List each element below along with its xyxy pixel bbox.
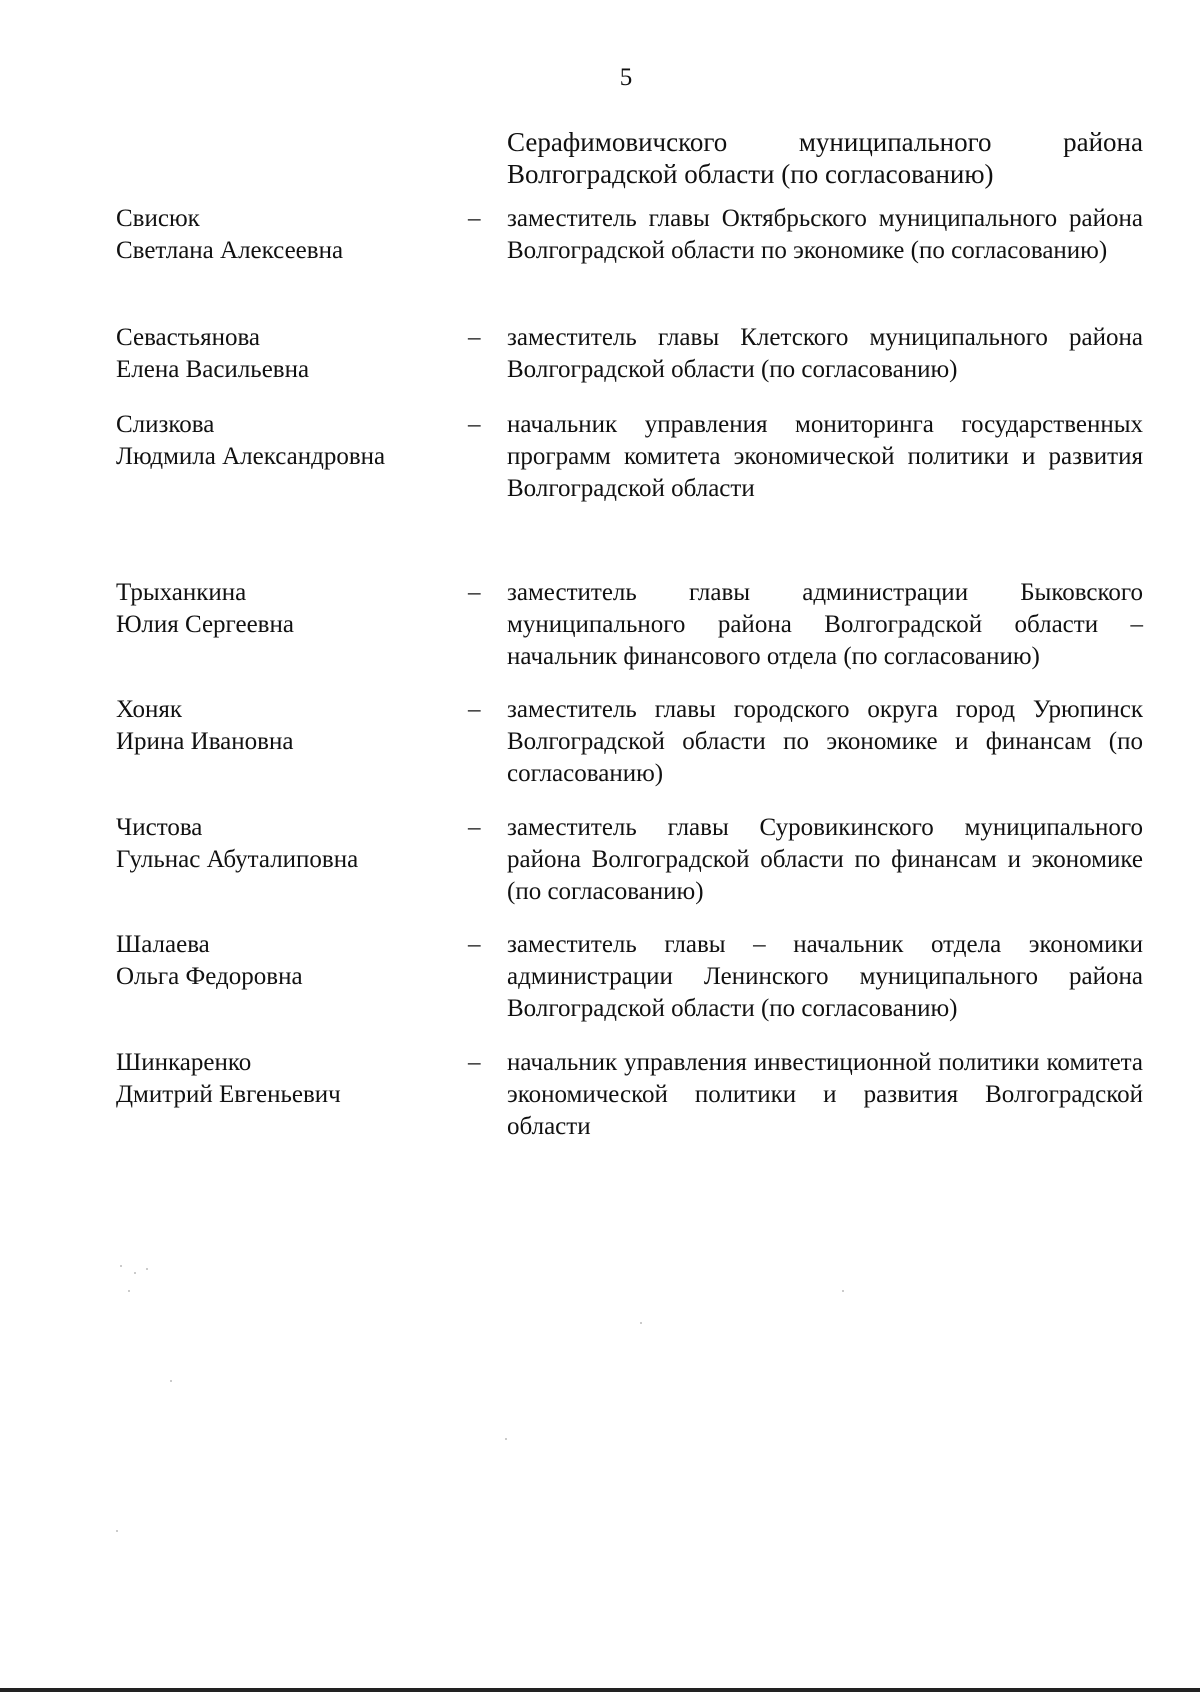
member-name xyxy=(116,322,456,386)
member-entry xyxy=(0,929,1200,1029)
member-role: заместитель главы Клетского муниципального района Волгоградской области (по согласованию) xyxy=(507,324,1143,383)
member-entry xyxy=(0,1047,1200,1147)
entry-separator-dash: – xyxy=(468,696,481,723)
member-entry xyxy=(0,577,1200,677)
member-name xyxy=(116,1047,456,1111)
member-entry xyxy=(0,694,1200,794)
member-role: заместитель главы администрации Быковского муниципального района Волгоградской области – начальник финансового отдела (по согласованию) xyxy=(507,579,1143,670)
scan-speck xyxy=(640,1322,642,1324)
continued-role-line-1: Серафимовичского муниципального района xyxy=(507,127,1143,157)
member-role: начальник управления инвестиционной политики комитета экономической политики и развития Волгоградской области xyxy=(507,1049,1143,1140)
member-surname: Шалаева xyxy=(116,931,210,958)
entry-separator-dash: – xyxy=(468,324,481,351)
entry-separator-dash: – xyxy=(468,205,481,232)
member-name xyxy=(116,812,456,876)
member-name xyxy=(116,203,456,267)
member-entry xyxy=(0,812,1200,912)
member-role: заместитель главы Октябрьского муниципального района Волгоградской области по экономике (по согласованию) xyxy=(507,205,1143,264)
scan-speck xyxy=(134,1272,136,1274)
scan-speck xyxy=(120,1265,122,1267)
member-surname: Чистова xyxy=(116,814,203,841)
entry-separator-dash: – xyxy=(468,411,481,438)
member-surname: Трыханкина xyxy=(116,579,247,606)
entry-separator-dash: – xyxy=(468,579,481,606)
member-given-names: Гульнас Абуталиповна xyxy=(116,846,359,873)
member-given-names: Ирина Ивановна xyxy=(116,728,294,755)
member-role: заместитель главы Суровикинского муниципального района Волгоградской области по финансам и экономике (по согласованию) xyxy=(507,814,1143,905)
scan-speck xyxy=(170,1380,172,1382)
member-given-names: Дмитрий Евгеньевич xyxy=(116,1081,341,1108)
entry-separator-dash: – xyxy=(468,814,481,841)
scan-bottom-edge xyxy=(0,1688,1200,1692)
scan-speck xyxy=(128,1290,130,1292)
member-entry xyxy=(0,409,1200,509)
member-role: заместитель главы – начальник отдела экономики администрации Ленинского муниципального района Волгоградской области (по согласованию) xyxy=(507,931,1143,1022)
member-given-names: Елена Васильевна xyxy=(116,356,310,383)
scan-speck xyxy=(842,1290,844,1292)
member-surname: Шинкаренко xyxy=(116,1049,252,1076)
continued-role-line-2: Волгоградской области (по согласованию) xyxy=(507,159,994,189)
member-entry xyxy=(0,203,1200,303)
entry-separator-dash: – xyxy=(468,1049,481,1076)
member-surname: Свисюк xyxy=(116,205,200,232)
member-given-names: Людмила Александровна xyxy=(116,443,386,470)
member-name xyxy=(116,409,456,473)
member-given-names: Светлана Алексеевна xyxy=(116,237,344,264)
scan-speck xyxy=(146,1268,148,1270)
entry-separator-dash: – xyxy=(468,931,481,958)
continued-role-text xyxy=(507,126,1143,190)
member-surname: Слизкова xyxy=(116,411,215,438)
member-name xyxy=(116,929,456,993)
scan-speck xyxy=(116,1530,118,1532)
member-name xyxy=(116,577,456,641)
member-name xyxy=(116,694,456,758)
member-given-names: Юлия Сергеевна xyxy=(116,611,294,638)
page-number: 5 xyxy=(619,64,633,91)
member-role: начальник управления мониторинга государственных программ комитета экономической политики и развития Волгоградской области xyxy=(507,411,1143,502)
member-role: заместитель главы городского округа город Урюпинск Волгоградской области по экономике и финансам (по согласованию) xyxy=(507,696,1143,787)
member-surname: Севастьянова xyxy=(116,324,261,351)
member-entry xyxy=(0,322,1200,422)
scan-speck xyxy=(505,1438,507,1440)
member-surname: Хоняк xyxy=(116,696,183,723)
member-given-names: Ольга Федоровна xyxy=(116,963,303,990)
